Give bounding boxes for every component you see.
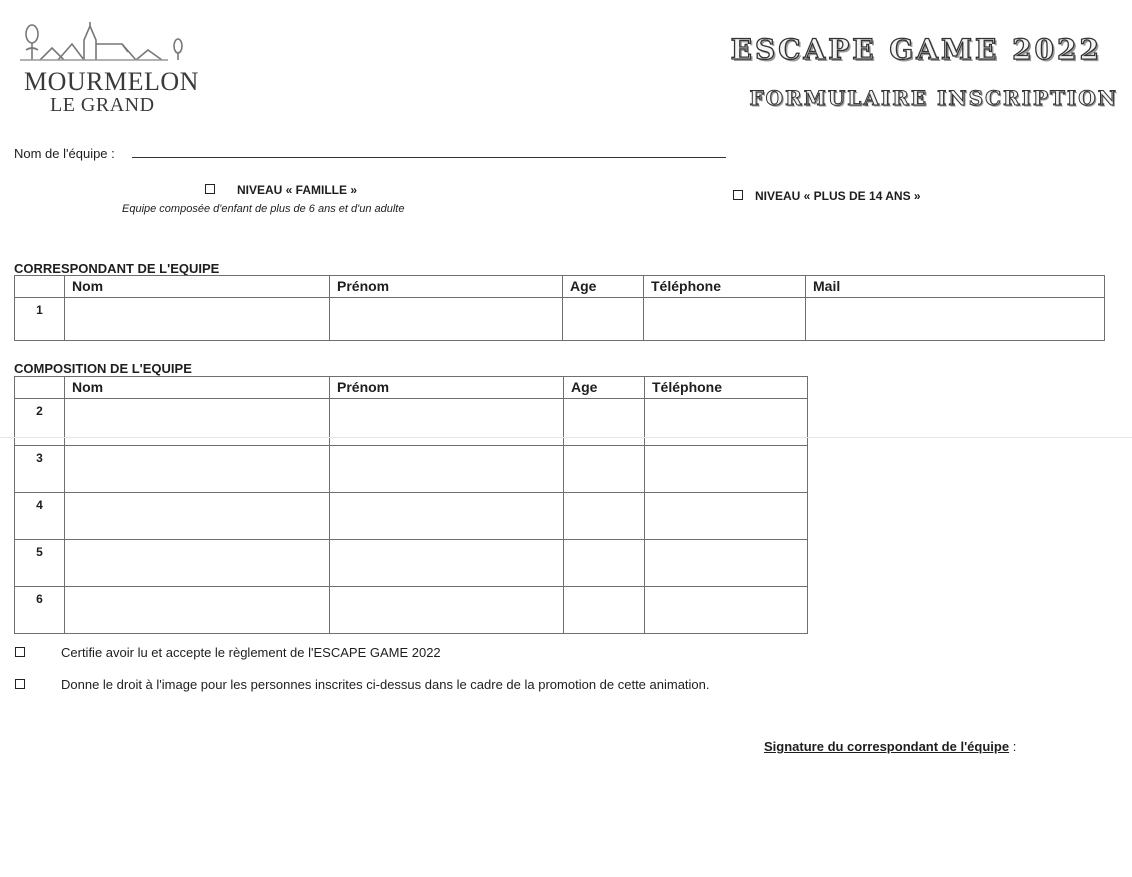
image-rights-text: Donne le droit à l'image pour les personnes inscrites ci-dessus dans le cadre de la promotion de cette animation. [61,677,710,692]
column-header: Age [564,377,645,399]
telephone-cell[interactable] [645,446,808,493]
page-subtitle: FORMULAIRE INSCRIPTION [749,86,1118,110]
column-header: Age [563,276,644,298]
row-number: 5 [15,540,65,587]
column-header: Téléphone [644,276,806,298]
level-plus14-label: NIVEAU « PLUS DE 14 ANS » [755,189,921,203]
nom-cell[interactable] [65,399,330,446]
prenom-cell[interactable] [330,298,563,341]
column-header: Mail [806,276,1105,298]
row-number: 6 [15,587,65,634]
nom-cell[interactable] [65,493,330,540]
level-famille-label: NIVEAU « FAMILLE » [237,183,358,197]
team-name-field[interactable] [132,157,726,158]
column-header: Nom [65,377,330,399]
signature-label-text: Signature du correspondant de l'équipe [764,739,1010,754]
age-cell[interactable] [564,399,645,446]
table-header-row [15,276,1105,298]
checkbox-icon[interactable] [15,679,25,689]
signature-colon: : [1012,739,1017,754]
village-skyline-icon [18,20,218,70]
row-number: 4 [15,493,65,540]
telephone-cell[interactable] [645,493,808,540]
team-name-label: Nom de l'équipe : [14,146,115,161]
table-row [15,298,1105,341]
column-header: Prénom [330,276,563,298]
prenom-cell[interactable] [330,446,564,493]
nom-cell[interactable] [65,446,330,493]
nom-cell[interactable] [65,298,330,341]
mail-cell[interactable] [806,298,1105,341]
logo-town-name: MOURMELON [24,67,199,96]
correspondant-table [14,275,1105,341]
scan-artifact-line [0,437,1132,438]
age-cell[interactable] [564,540,645,587]
correspondant-section-title: CORRESPONDANT DE L'EQUIPE [14,261,220,276]
table-row [15,446,808,493]
prenom-cell[interactable] [330,493,564,540]
prenom-cell[interactable] [330,540,564,587]
prenom-cell[interactable] [330,399,564,446]
rules-certification-option[interactable] [15,645,441,660]
page-title: ESCAPE GAME 2022 [730,33,1102,66]
row-number: 3 [15,446,65,493]
nom-cell[interactable] [65,540,330,587]
row-number-header [15,276,65,298]
composition-section-title: COMPOSITION DE L'EQUIPE [14,361,192,376]
age-cell[interactable] [564,446,645,493]
checkbox-icon[interactable] [15,647,25,657]
composition-table [14,376,808,634]
checkbox-icon[interactable] [733,190,743,200]
image-rights-option[interactable] [15,677,710,692]
column-header: Prénom [330,377,564,399]
telephone-cell[interactable] [644,298,806,341]
logo-town-suffix: LE GRAND [50,94,155,116]
table-row [15,587,808,634]
age-cell[interactable] [564,587,645,634]
age-cell[interactable] [564,493,645,540]
table-header-row [15,377,808,399]
telephone-cell[interactable] [645,399,808,446]
table-row [15,399,808,446]
table-row [15,540,808,587]
table-row [15,493,808,540]
nom-cell[interactable] [65,587,330,634]
column-header: Nom [65,276,330,298]
row-number: 2 [15,399,65,446]
signature-label [764,739,1016,754]
checkbox-icon[interactable] [205,184,215,194]
rules-certification-text: Certifie avoir lu et accepte le règlement de l'ESCAPE GAME 2022 [61,645,441,660]
level-plus14-option[interactable] [733,189,921,203]
mourmelon-logo [18,20,218,120]
row-number-header [15,377,65,399]
age-cell[interactable] [563,298,644,341]
telephone-cell[interactable] [645,540,808,587]
column-header: Téléphone [645,377,808,399]
prenom-cell[interactable] [330,587,564,634]
row-number: 1 [15,298,65,341]
level-famille-option[interactable] [205,183,357,197]
level-famille-note: Equipe composée d'enfant de plus de 6 ans et d'un adulte [122,203,405,215]
telephone-cell[interactable] [645,587,808,634]
